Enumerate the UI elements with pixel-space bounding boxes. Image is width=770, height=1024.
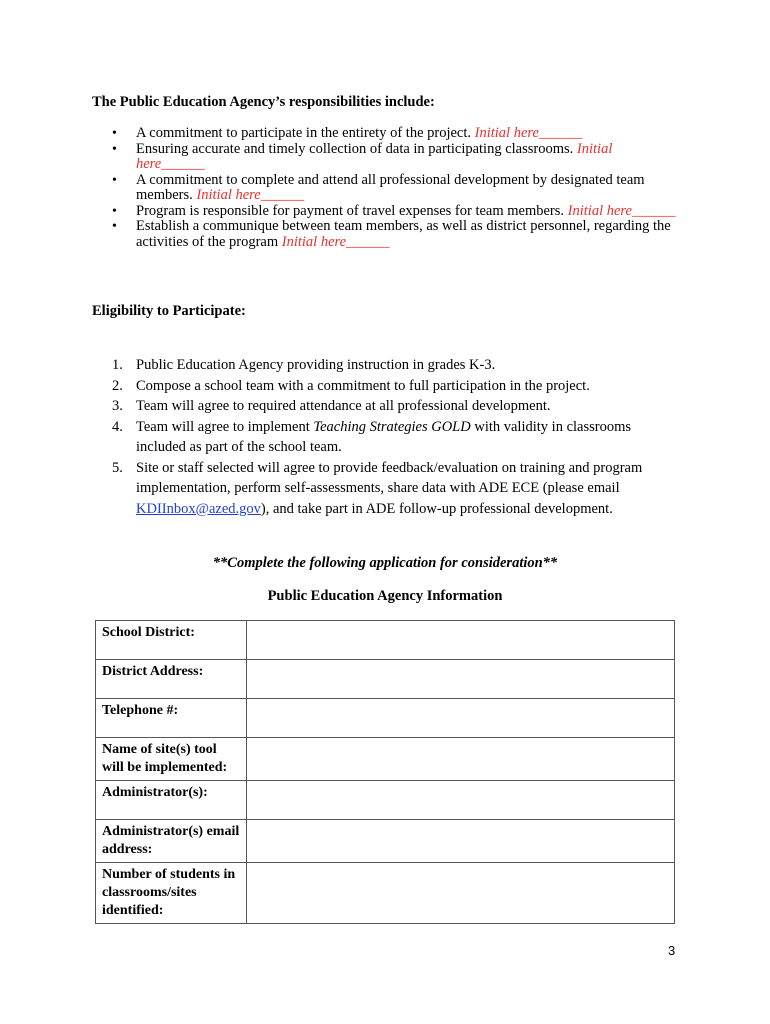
responsibility-text: Establish a communique between team members, as well as district personnel, regarding the activities of the program (136, 218, 671, 250)
list-item (112, 126, 682, 142)
table-row (96, 699, 675, 738)
initial-field[interactable]: Initial here______ (567, 202, 676, 219)
responsibilities-list (112, 126, 682, 250)
table-row (96, 738, 675, 781)
field-label: Administrator(s): (96, 781, 247, 820)
telephone-field[interactable] (247, 699, 675, 738)
field-label: Name of site(s) tool will be implemented: (96, 738, 247, 781)
list-item (112, 417, 672, 458)
list-item (112, 396, 672, 417)
list-item (112, 204, 682, 220)
item-number: 1. (112, 357, 123, 373)
application-instruction: **Complete the following application for consideration** (212, 555, 558, 571)
item-number: 4. (112, 418, 123, 435)
table-row (96, 863, 675, 924)
item-number: 3. (112, 398, 123, 414)
table-row (96, 660, 675, 699)
table-row (96, 621, 675, 660)
eligibility-text: Team will agree to required attendance at all professional development. (136, 398, 551, 414)
eligibility-text-cont: with validity in classrooms included as part of the school team. (136, 418, 632, 455)
student-count-field[interactable] (247, 863, 675, 924)
eligibility-text: Site or staff selected will agree to provide feedback/evaluation on training and program implementation, perform self-assessments, share data with ADE ECE (please email (136, 459, 643, 496)
item-number: 2. (112, 377, 123, 394)
administrator-field[interactable] (247, 781, 675, 820)
agency-info-title: Public Education Agency Information (267, 588, 503, 604)
agency-info-table (95, 620, 675, 924)
responsibility-text: A commitment to complete and attend all professional development by designated team members. (136, 171, 645, 203)
item-number: 5. (112, 459, 123, 476)
table-row (96, 781, 675, 820)
product-name: Teaching Strategies GOLD (313, 418, 471, 435)
eligibility-text: Public Education Agency providing instruction in grades K-3. (136, 357, 496, 373)
table-row (96, 820, 675, 863)
eligibility-list (112, 355, 672, 519)
field-label: Number of students in classrooms/sites identified: (96, 863, 247, 924)
page-number: 3 (668, 943, 676, 958)
eligibility-heading: Eligibility to Participate: (92, 303, 246, 319)
field-label: District Address: (96, 660, 247, 699)
initial-field[interactable]: Initial here______ (196, 187, 305, 203)
responsibilities-heading: The Public Education Agency’s responsibilities include: (92, 94, 435, 110)
field-label: Telephone #: (96, 699, 247, 738)
initial-field[interactable]: Initial here______ (281, 233, 390, 250)
email-link[interactable]: KDIInbox@azed.gov (136, 500, 261, 517)
site-names-field[interactable] (247, 738, 675, 781)
eligibility-text-cont: ), and take part in ADE follow-up professional development. (260, 500, 613, 517)
eligibility-text: Team will agree to implement (136, 418, 314, 435)
list-item (112, 376, 672, 397)
eligibility-text: Compose a school team with a commitment to full participation in the project. (136, 377, 590, 394)
list-item (112, 173, 682, 204)
responsibility-text: A commitment to participate in the entirety of the project. (136, 125, 475, 141)
district-address-field[interactable] (247, 660, 675, 699)
list-item (112, 355, 672, 376)
responsibility-text: Ensuring accurate and timely collection of data in participating classrooms. (136, 140, 577, 157)
list-item (112, 458, 672, 520)
field-label: School District: (96, 621, 247, 660)
responsibility-text: Program is responsible for payment of travel expenses for team members. (136, 202, 568, 219)
field-label: Administrator(s) email address: (96, 820, 247, 863)
administrator-email-field[interactable] (247, 820, 675, 863)
initial-field[interactable]: Initial here______ (474, 125, 583, 141)
list-item (112, 142, 682, 173)
list-item (112, 219, 682, 250)
school-district-field[interactable] (247, 621, 675, 660)
initial-field[interactable]: Initial here______ (136, 140, 613, 172)
